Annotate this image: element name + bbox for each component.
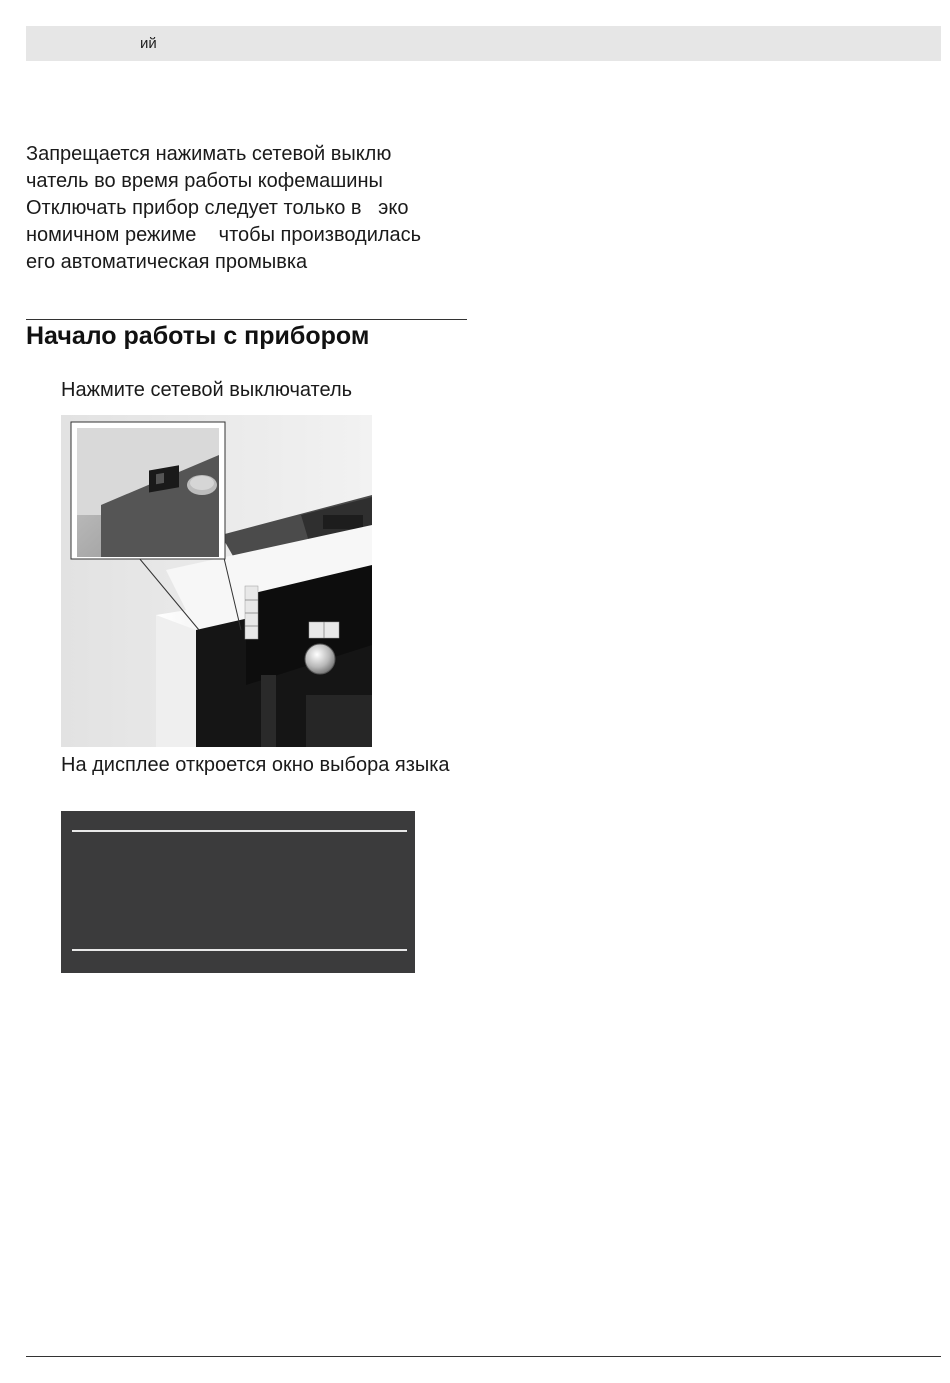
warning-line: его автоматическая промывка xyxy=(26,251,308,273)
header-bar xyxy=(26,26,941,61)
coffee-machine-illustration xyxy=(61,415,372,747)
display-bottom-line xyxy=(72,949,407,951)
warning-text xyxy=(26,141,476,276)
warning-line: номичном режиме чтобы производилась xyxy=(26,224,422,246)
footer-divider xyxy=(26,1356,941,1357)
warning-line: Отключать прибор следует только в эко xyxy=(26,197,409,219)
warning-line: чатель во время работы кофемашины xyxy=(26,170,383,192)
step-1-text: Нажмите сетевой выключатель xyxy=(61,379,353,401)
warning-line: Запрещается нажимать сетевой выклю xyxy=(26,143,392,165)
language-display-panel xyxy=(61,811,415,973)
header-section-label: ий xyxy=(140,35,157,52)
section-divider xyxy=(26,319,467,320)
step-2-text: На дисплее откроется окно выбора языка xyxy=(61,754,450,776)
display-top-line xyxy=(72,830,407,832)
section-title: Начало работы с прибором xyxy=(26,322,370,350)
